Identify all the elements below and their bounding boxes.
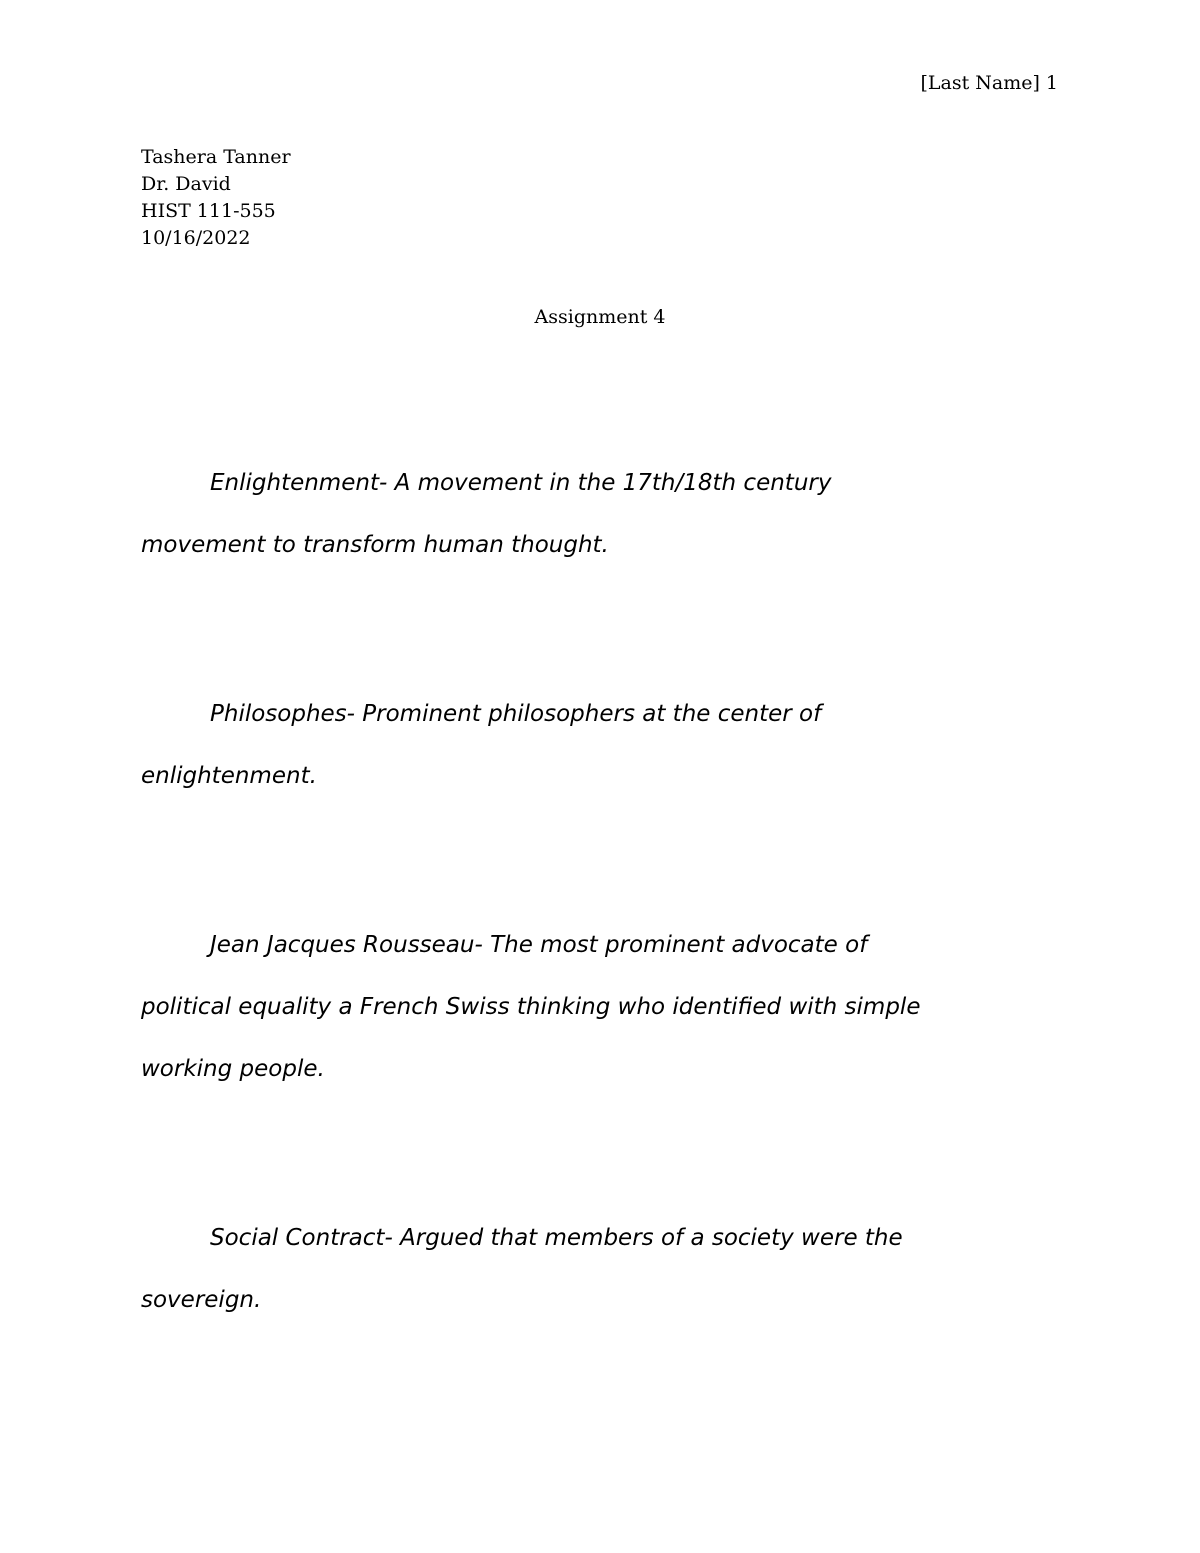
- instructor-name: Dr. David: [141, 173, 231, 195]
- heading-info-block: [141, 144, 291, 252]
- page-header: [920, 72, 1058, 94]
- header-page-number: 1: [1045, 72, 1058, 94]
- paragraph-line: Philosophes- Prominent philosophers at the center of: [210, 701, 822, 727]
- header-last-name: [Last Name]: [920, 72, 1040, 94]
- submission-date: 10/16/2022: [141, 227, 251, 249]
- paragraph-line: enlightenment.: [141, 763, 317, 789]
- paragraph-line: working people.: [141, 1056, 325, 1082]
- paragraph-philosophes: [141, 683, 1061, 807]
- paragraph-line: sovereign.: [141, 1287, 262, 1313]
- paragraph-line: movement to transform human thought.: [141, 532, 609, 558]
- paragraph-text: [141, 683, 1061, 807]
- paragraph-rousseau: [141, 914, 1061, 1100]
- paragraph-text: [141, 1207, 1061, 1331]
- paragraph-text: [141, 452, 1061, 576]
- paragraph-line: political equality a French Swiss thinking who identified with simple: [141, 994, 921, 1020]
- paragraph-line: Enlightenment- A movement in the 17th/18th century: [210, 470, 832, 496]
- paragraph-line: Jean Jacques Rousseau- The most prominent advocate of: [210, 932, 868, 958]
- course-code: HIST 111-555: [141, 200, 276, 222]
- paragraph-enlightenment: [141, 452, 1061, 576]
- paragraph-text: [141, 914, 1061, 1100]
- student-name: Tashera Tanner: [141, 146, 291, 168]
- paragraph-line: Social Contract- Argued that members of a society were the: [210, 1225, 903, 1251]
- document-title: Assignment 4: [534, 306, 666, 328]
- paragraph-social-contract: [141, 1207, 1061, 1331]
